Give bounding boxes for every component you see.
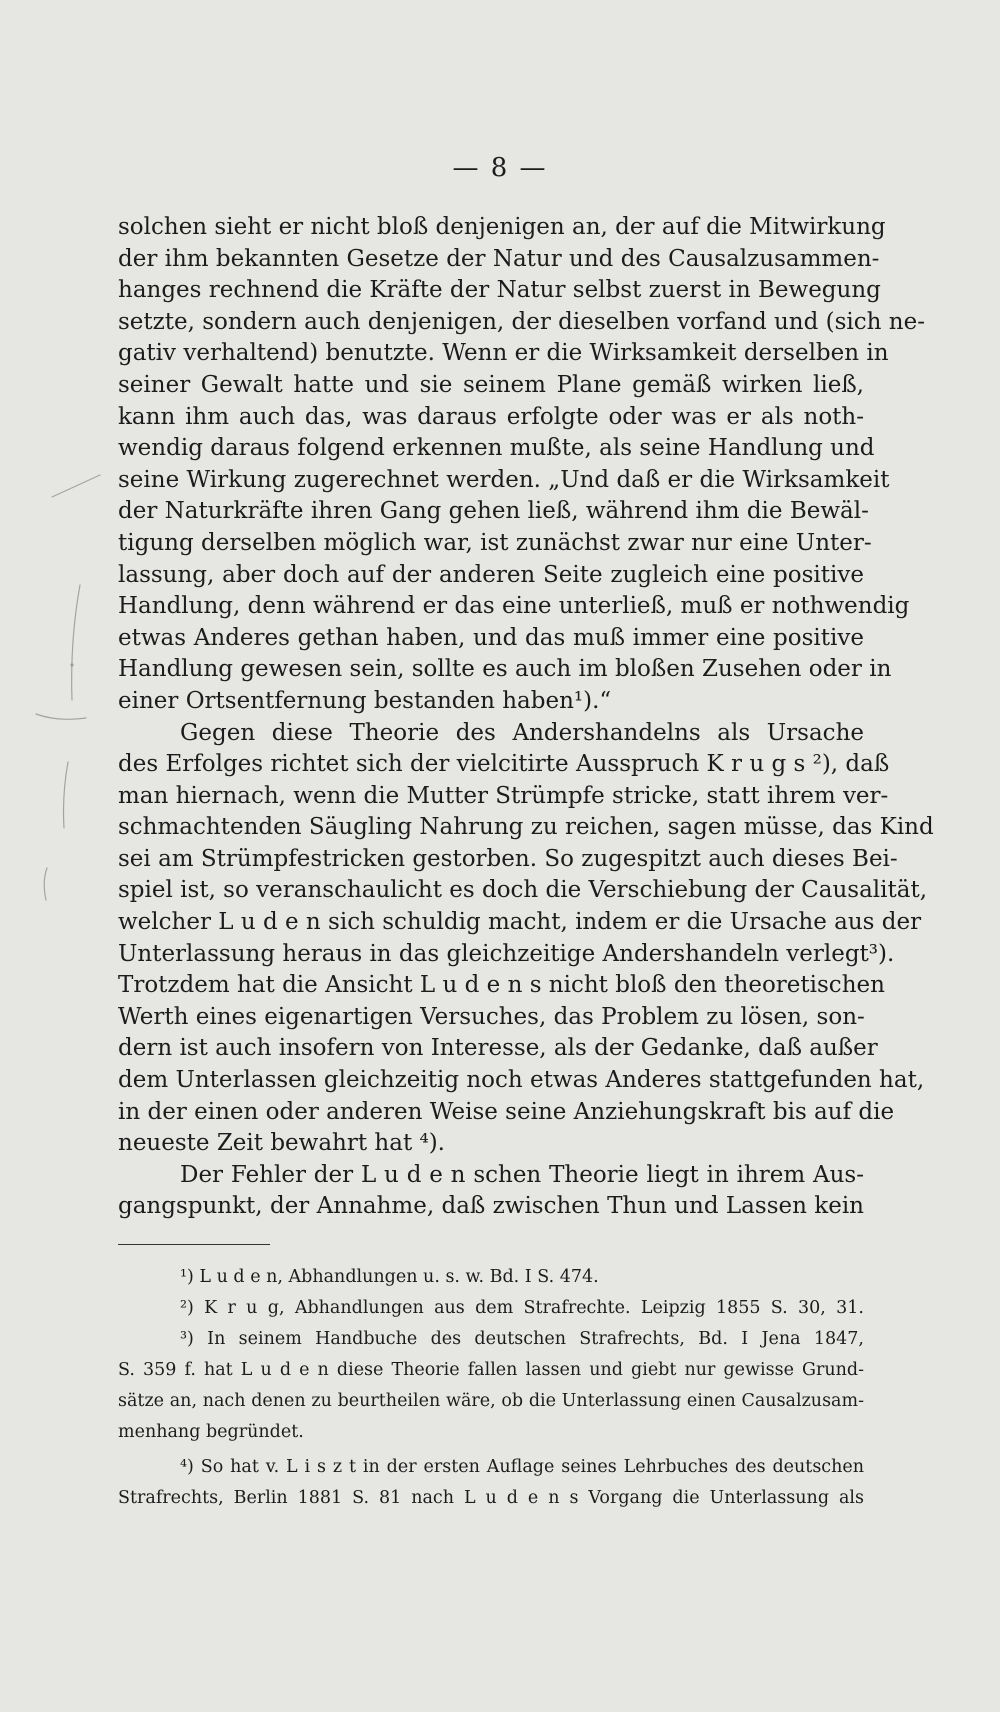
text-line: kann ihm auch das, was daraus erfolgte oder was er als noth- (118, 403, 864, 430)
text-line: Werth eines eigenartigen Versuches, das Problem zu lösen, son- (118, 1003, 865, 1030)
text-line: Handlung, denn während er das eine unterließ, muß er nothwendig (118, 593, 910, 620)
text-line: Trotzdem hat die Ansicht L u d e n s nicht bloß den theoretischen (118, 972, 885, 999)
text-line: etwas Anderes gethan haben, und das muß immer eine positive (118, 624, 864, 651)
page-number: — 8 — (452, 153, 548, 183)
text-line: spiel ist, so veranschaulicht es doch die Verschiebung der Causalität, (118, 877, 928, 904)
text-line: des Erfolges richtet sich der vielcitirte Ausspruch K r u g s ²), daß (118, 751, 890, 778)
text-line: einer Ortsentfernung bestanden haben¹).“ (118, 687, 612, 714)
text-line: gativ verhaltend) benutzte. Wenn er die Wirksamkeit derselben in (118, 340, 889, 367)
text-line: dem Unterlassen gleichzeitig noch etwas Anderes stattgefunden hat, (118, 1067, 925, 1094)
footnote-line: S. 359 f. hat L u d e n diese Theorie fallen lassen und giebt nur gewisse Grund- (118, 1360, 864, 1380)
text-line: in der einen oder anderen Weise seine Anziehungskraft bis auf die (118, 1098, 895, 1125)
footnote-line: ⁴) So hat v. L i s z t in der ersten Auflage seines Lehrbuches des deutschen (180, 1457, 864, 1477)
footnote-line: menhang begründet. (118, 1422, 304, 1442)
text-line: seine Wirkung zugerechnet werden. „Und daß er die Wirksamkeit (118, 466, 890, 493)
text-line: hanges rechnend die Kräfte der Natur selbst zuerst in Bewegung (118, 277, 881, 304)
text-line: der ihm bekannten Gesetze der Natur und des Causalzusammen- (118, 245, 880, 272)
footnotes-block (118, 1262, 864, 1514)
text-line: seiner Gewalt hatte und sie seinem Plane gemäß wirken ließ, (118, 371, 864, 398)
footnote-divider (118, 1244, 270, 1245)
text-line: tigung derselben möglich war, ist zunächst zwar nur eine Unter- (118, 529, 872, 556)
footnote-line: ¹) L u d e n, Abhandlungen u. s. w. Bd. I S. 474. (180, 1267, 599, 1287)
text-line: gangspunkt, der Annahme, daß zwischen Thun und Lassen kein (118, 1193, 864, 1220)
text-line: setzte, sondern auch denjenigen, der dieselben vorfand und (sich ne- (118, 308, 925, 335)
text-line: welcher L u d e n sich schuldig macht, indem er die Ursache aus der (118, 909, 922, 936)
text-line: solchen sieht er nicht bloß denjenigen an, der auf die Mitwirkung (118, 214, 886, 240)
main-text-block (118, 212, 934, 1223)
footnote-line: sätze an, nach denen zu beurtheilen wäre, ob die Unterlassung einen Causalzusam- (118, 1391, 864, 1411)
footnote-line: Strafrechts, Berlin 1881 S. 81 nach L u d e n s Vorgang die Unterlassung als (118, 1488, 864, 1508)
text-line: Der Fehler der L u d e n schen Theorie liegt in ihrem Aus- (180, 1161, 864, 1188)
footnote-line: ³) In seinem Handbuche des deutschen Strafrechts, Bd. I Jena 1847, (180, 1329, 864, 1349)
text-line: schmachtenden Säugling Nahrung zu reichen, sagen müsse, das Kind (118, 814, 934, 841)
text-line: dern ist auch insofern von Interesse, als der Gedanke, daß außer (118, 1035, 878, 1062)
text-line: sei am Strümpfestricken gestorben. So zugespitzt auch dieses Bei- (118, 845, 898, 872)
text-line: lassung, aber doch auf der anderen Seite zugleich eine positive (118, 561, 864, 588)
text-line: neueste Zeit bewahrt hat ⁴). (118, 1130, 445, 1157)
text-line: Handlung gewesen sein, sollte es auch im bloßen Zusehen oder in (118, 656, 892, 683)
footnote-line: ²) K r u g, Abhandlungen aus dem Strafrechte. Leipzig 1855 S. 30, 31. (180, 1298, 864, 1318)
text-line: der Naturkräfte ihren Gang gehen ließ, während ihm die Bewäl- (118, 498, 869, 525)
text-line: wendig daraus folgend erkennen mußte, als seine Handlung und (118, 435, 875, 462)
text-line: Gegen diese Theorie des Andershandelns als Ursache (180, 719, 864, 746)
text-line: man hiernach, wenn die Mutter Strümpfe stricke, statt ihrem ver- (118, 782, 889, 809)
text-line: Unterlassung heraus in das gleichzeitige Andershandeln verlegt³). (118, 940, 895, 967)
